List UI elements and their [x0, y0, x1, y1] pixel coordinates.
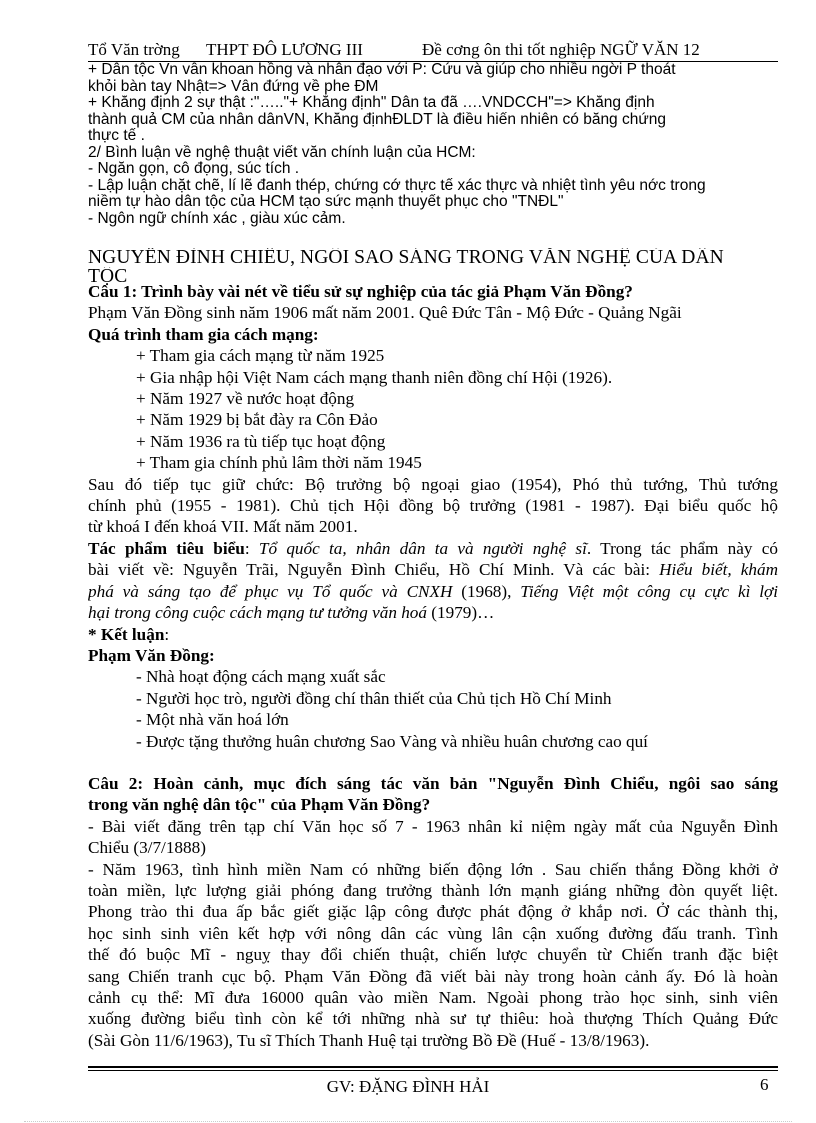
q1-after-line: Sau đó tiếp tục giữ chức: Bộ trưởng bộ ngoại giao (1954), Phó thủ tướng, Thủ tướng	[88, 474, 778, 494]
q1-process-item: + Gia nhập hội Việt Nam cách mạng thanh niên đồng chí Hội (1926).	[136, 367, 613, 387]
intro-section	[88, 62, 778, 227]
header-left: Tổ Văn trờng	[88, 40, 180, 59]
footer-rule	[88, 1070, 778, 1071]
works-line2: bài viết về: Nguyễn Trãi, Nguyễn Đình Chiểu, Hồ Chí Minh. Và các bài:	[88, 560, 660, 580]
footer-rule	[88, 1066, 778, 1068]
works-line3-italic2: Tiếng Việt một công cụ cực kì lợi	[520, 581, 778, 601]
q1-process-item: + Tham gia cách mạng từ năm 1925	[136, 346, 385, 366]
q1-process-heading: Quá trình tham gia cách mạng:	[88, 324, 319, 344]
q2-line: cảnh cụ thể: Mĩ đưa 16000 quân vào miền Nam. Ngoài phong trào học sinh, sinh viên	[88, 988, 778, 1008]
title-line: TỘC	[88, 267, 128, 286]
works-line3-rest: (1968),	[452, 581, 521, 601]
q1-process-item: + Năm 1929 bị bắt đày ra Côn Đảo	[136, 410, 378, 430]
page-edge	[24, 1121, 792, 1122]
works-label: Tác phẩm tiêu biểu	[88, 538, 245, 558]
q1-works-line	[88, 602, 778, 623]
q2-heading-line: trong văn nghệ dân tộc" của Phạm Văn Đồng?	[88, 795, 431, 815]
intro-line: khỏi bàn tay Nhật=> Vẫn đứng về phe ĐM	[88, 78, 379, 95]
pvd-point: - Được tặng thưởng huân chương Sao Vàng và nhiều huân chương cao quí	[136, 731, 648, 751]
works-line3-italic: phá và sáng tạo để phục vụ Tổ quốc và CNXH	[88, 581, 453, 601]
intro-line: thực tế .	[88, 128, 145, 144]
q2-line: toàn miền, lực lượng giải phóng đang trưởng thành lớn mạnh giáng những đòn quyết liệt.	[88, 881, 778, 901]
q2-line: xuống đường biểu tình còn kể tới những nhà sư tự thiêu: hoà thượng Thích Quảng Đức	[88, 1009, 778, 1029]
q2-line: (Sài Gòn 11/6/1963), Tu sĩ Thích Thanh Huệ tại trường Bồ Đề (Huế - 13/8/1963).	[88, 1030, 650, 1050]
intro-line: niềm tự hào dân tộc của HCM tạo sức mạnh thuyết phục cho "TNĐL"	[88, 194, 564, 210]
q1-process-item: + Tham gia chính phủ lâm thời năm 1945	[136, 453, 422, 473]
q1-process-item: + Năm 1927 về nước hoạt động	[136, 389, 355, 409]
header-school: THPT ĐÔ LƯƠNG III	[206, 40, 363, 59]
intro-line: - Ngắn gọn, cô đọng, súc tích .	[88, 161, 300, 177]
pvd-point: - Người học trò, người đồng chí thân thiết của Chủ tịch Hồ Chí Minh	[136, 688, 612, 708]
pvd-point: - Nhà hoạt động cách mạng xuất sắc	[136, 667, 386, 687]
works-line4-rest: (1979)…	[427, 603, 495, 623]
works-line2-italic: Hiểu biết, khám	[659, 560, 778, 580]
q1-process-item: + Năm 1936 ra tù tiếp tục hoạt động	[136, 431, 386, 451]
pvd-label: Phạm Văn Đồng:	[88, 645, 215, 665]
header-subject: Đề cơng ôn thi tốt nghiệp NGỮ VĂN 12	[422, 40, 700, 59]
footer-teacher: GV: ĐẶNG ĐÌNH HẢI	[326, 1077, 490, 1096]
q2-heading-line: Câu 2: Hoàn cảnh, mục đích sáng tác văn bản "Nguyễn Đình Chiểu, ngôi sao sáng	[88, 774, 778, 793]
page-header	[88, 38, 778, 62]
intro-line: 2/ Bình luận về nghệ thuật viết văn chính luận của HCM:	[88, 144, 476, 161]
q1-after-line: chính phủ (1955 - 1981). Chủ tịch Hội đồng bộ trưởng (1981 - 1987). Đại biểu quốc hộ	[88, 496, 778, 516]
q1-after-line: từ khoá I đến khoá VII. Mất năm 2001.	[88, 517, 358, 537]
q2-line: học sinh sinh viên kết hợp với nông dân các vùng lân cận xuống đường đấu tranh. Tình	[88, 923, 778, 943]
q2-line: sang Chiến tranh cục bộ. Phạm Văn Đồng đã viết bài này trong hoàn cảnh ấy. Đó là hoàn	[88, 966, 778, 986]
q2-line: Phong trào thi đua ấp bắc giết giặc lập công được phát động ở khắp nơi. Ở các thành thị,	[88, 902, 778, 922]
intro-line: thành quả CM của nhân dânVN, Khẳng địnhĐLDT là điều hiển nhiên có bằng chứng	[88, 111, 666, 128]
q1-works-line	[88, 581, 778, 602]
intro-line: + Khẳng định 2 sự thật :"….."+ Khẳng định" Dân ta đã ….VNDCCH"=> Khẳng định	[88, 95, 655, 111]
q2-line: - Bài viết đăng trên tạp chí Văn học số 7 - 1963 nhân kỉ niệm ngày mất của Nguyễn Đình	[88, 816, 778, 836]
question-1	[88, 281, 778, 752]
title-line: NGUYỄN ĐÌNH CHIỂU, NGÔI SAO SÁNG TRONG VĂN NGHỆ CỦA DÂN	[88, 248, 724, 267]
page-number: 6	[760, 1075, 769, 1094]
q2-line: - Năm 1963, tình hình miền Nam có những biến động lớn . Sau chiến thắng Đồng khởi ở	[88, 859, 778, 879]
q1-works-line	[88, 538, 778, 559]
pvd-point: - Một nhà văn hoá lớn	[136, 710, 289, 730]
q1-conclusion	[88, 624, 778, 645]
q1-works-line	[88, 559, 778, 580]
intro-line: + Dân tộc Vn vẫn khoan hồng và nhân đạo với P: Cứu và giúp cho nhiều ngời P thoát	[88, 62, 676, 78]
q2-line: thế đó buộc Mĩ - nguỵ thay đổi chiến thuật, chiến lược chuyển từ Chiến tranh đặc biệt	[88, 945, 778, 965]
intro-line: - Lập luận chặt chẽ, lí lẽ đanh thép, chứng cớ thực tế xác thực và nhiệt tình yêu nớc trong	[88, 177, 706, 194]
q1-bio: Phạm Văn Đồng sinh năm 1906 mất năm 2001. Quê Đức Tân - Mộ Đức - Quảng Ngãi	[88, 303, 682, 323]
question-2	[88, 773, 778, 1051]
conclusion-label: * Kết luận	[88, 624, 165, 644]
works-colon: :	[244, 538, 259, 558]
q2-line: Chiểu (3/7/1888)	[88, 838, 206, 858]
conclusion-colon: :	[164, 624, 170, 644]
intro-line: - Ngôn ngữ chính xác , giàu xúc cảm.	[88, 210, 346, 227]
q1-heading: Câu 1: Trình bày vài nét về tiểu sử sự nghiệp của tác giả Phạm Văn Đồng?	[88, 282, 633, 301]
works-rest: . Trong tác phẩm này có	[586, 538, 778, 558]
works-title: Tổ quốc ta, nhân dân ta và người nghệ sĩ	[258, 538, 587, 558]
works-line4-italic: hại trong công cuộc cách mạng tư tưởng văn hoá	[88, 603, 427, 623]
